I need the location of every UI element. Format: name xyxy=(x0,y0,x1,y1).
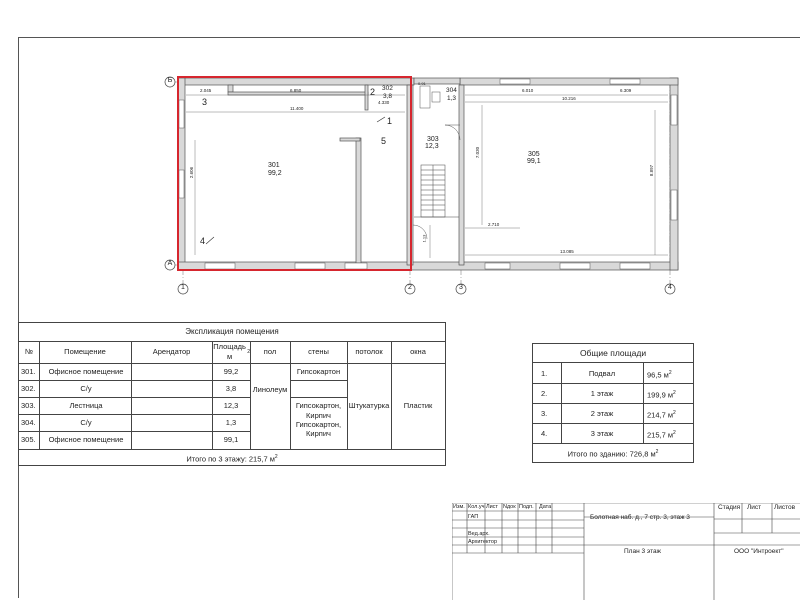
dimension-text: 0.91 xyxy=(418,81,426,86)
room-302-area: 3,8 xyxy=(383,93,393,100)
header-area-text: Площадь м xyxy=(213,342,246,361)
dimension-text: 10.216 xyxy=(562,96,576,101)
photo-marker-4: 4 xyxy=(200,236,206,246)
stamp-col-data: Дата xyxy=(539,504,552,510)
stamp-company: ООО "Интроект" xyxy=(734,548,784,555)
dimension-text: 6.010 xyxy=(522,88,534,93)
summary-value-text: 214,7 м xyxy=(647,410,674,420)
summary-value-sup: 2 xyxy=(673,410,676,416)
axis-label-a: А xyxy=(167,260,173,267)
row-room: Офисное помещение xyxy=(48,435,124,444)
row-area: 12,3 xyxy=(223,401,239,410)
row-room: Лестница xyxy=(69,401,103,410)
ceiling-finish: Штукатурка xyxy=(348,401,390,410)
summary-total-text: Итого по зданию: 726,8 м xyxy=(567,449,656,459)
walls-finish-1: Гипсокартон xyxy=(296,367,341,376)
row-room: Офисное помещение xyxy=(48,367,124,376)
stamp-col-podp: Подп. xyxy=(519,504,534,510)
explication-total-sup: 2 xyxy=(274,454,278,460)
axis-label-2: 2 xyxy=(408,284,412,291)
summary-row-num: 3. xyxy=(541,409,548,418)
summary-row-label: 2 этаж xyxy=(590,409,614,418)
row-area: 1,3 xyxy=(225,418,237,427)
room-304-number: 304 xyxy=(446,87,457,94)
stamp-list: Лист xyxy=(747,504,762,511)
summary-value-text: 215,7 м xyxy=(647,430,674,440)
photo-marker-2: 2 xyxy=(370,87,376,97)
photo-marker-5: 5 xyxy=(381,136,387,146)
room-301-area: 99,2 xyxy=(268,170,282,177)
stamp-address: Болотная наб. д., 7 стр. 3, этаж 3 xyxy=(590,514,690,521)
header-tenant: Арендатор xyxy=(152,347,191,356)
walls-finish-3: Кирпич xyxy=(306,411,331,420)
room-301-number: 301 xyxy=(268,162,280,169)
stamp-col-ndok: Nдок xyxy=(503,504,516,510)
summary-row-num: 1. xyxy=(541,369,548,378)
room-305-number: 305 xyxy=(528,151,540,158)
photo-marker-3: 3 xyxy=(202,97,208,107)
stamp-col-izm: Изм. xyxy=(453,504,465,510)
stamp-gap: ГАП xyxy=(468,514,479,520)
header-num: № xyxy=(24,347,34,356)
row-room: С/у xyxy=(80,384,92,393)
stamp-stage: Стадия xyxy=(718,504,741,511)
header-walls: стены xyxy=(308,347,329,356)
axis-label-4: 4 xyxy=(668,284,672,291)
dimension-text: 8.897 xyxy=(649,164,655,177)
room-303-area: 12,3 xyxy=(425,143,439,150)
stamp-listov: Листов xyxy=(774,504,796,511)
row-num: 305. xyxy=(21,435,36,444)
dimension-text: 11.400 xyxy=(290,106,304,111)
room-302-number: 302 xyxy=(382,85,393,92)
dimension-text: 2.710 xyxy=(488,222,500,227)
summary-title: Общие площади xyxy=(579,348,647,358)
row-num: 301. xyxy=(21,367,36,376)
stamp-arch: Архитектор xyxy=(468,539,498,545)
floor-finish: Линолеум xyxy=(252,385,288,394)
summary-row-label: 1 этаж xyxy=(590,389,614,398)
title-block xyxy=(452,503,800,600)
summary-row-num: 4. xyxy=(541,429,548,438)
room-305-area: 99,1 xyxy=(527,158,541,165)
dimension-text: 6.850 xyxy=(290,88,302,93)
dimension-text: 13.085 xyxy=(560,249,574,254)
summary-row-label: Подвал xyxy=(588,369,616,378)
header-area xyxy=(212,341,250,363)
row-area: 99,2 xyxy=(223,367,239,376)
header-area-sup: 2 xyxy=(247,349,250,355)
axis-label-1: 1 xyxy=(181,284,185,291)
summary-row-num: 2. xyxy=(541,389,548,398)
summary-value-sup: 2 xyxy=(668,370,672,376)
explication-total xyxy=(19,449,445,465)
stamp-sheet-name: План 3 этаж xyxy=(624,548,661,555)
dimension-text: 6.309 xyxy=(620,88,632,93)
stamp-col-kol: Кол.уч xyxy=(468,504,485,510)
room-303-number: 303 xyxy=(427,136,439,143)
summary-row-value xyxy=(647,364,672,383)
dimension-text: 2.045 xyxy=(200,88,212,93)
windows-finish: Пластик xyxy=(403,401,433,410)
explication-table xyxy=(18,322,446,466)
summary-row-value xyxy=(647,384,676,403)
row-num: 303. xyxy=(21,401,36,410)
row-area: 99,1 xyxy=(223,435,239,444)
summary-row-label: 3 этаж xyxy=(590,429,614,438)
summary-value-sup: 2 xyxy=(673,430,676,436)
header-floor: пол xyxy=(263,347,277,356)
summary-row-value xyxy=(647,404,676,423)
row-num: 304. xyxy=(21,418,36,427)
dimension-text: 2.606 xyxy=(189,166,195,179)
axis-label-3: 3 xyxy=(459,284,463,291)
dimension-text: 4.330 xyxy=(378,100,390,105)
photo-marker-1: 1 xyxy=(387,116,393,126)
walls-finish-5: Кирпич xyxy=(306,429,331,438)
row-num: 302. xyxy=(21,384,36,393)
stamp-col-list: Лист xyxy=(486,504,498,510)
summary-value-text: 199,9 м xyxy=(647,390,674,400)
summary-value-text: 96,5 м xyxy=(647,370,669,380)
walls-finish-2: Гипсокартон, xyxy=(295,401,342,410)
row-area: 3,8 xyxy=(225,384,237,393)
header-room: Помещение xyxy=(64,347,106,356)
dimension-text: 7.030 xyxy=(475,146,481,159)
header-windows: окна xyxy=(410,347,426,356)
walls-finish-4: Гипсокартон, xyxy=(295,420,342,429)
summary-value-sup: 2 xyxy=(673,390,676,396)
header-ceiling: потолок xyxy=(355,347,383,356)
row-room: С/у xyxy=(80,418,92,427)
summary-total-sup: 2 xyxy=(655,449,659,455)
explication-total-text: Итого по 3 этажу: 215,7 м xyxy=(186,454,275,464)
stamp-vedarh: Вед.арх. xyxy=(468,531,490,537)
axis-label-b: Б xyxy=(167,77,173,84)
summary-table xyxy=(532,343,694,463)
summary-row-value xyxy=(647,424,676,443)
dimension-text: 1.13 xyxy=(421,234,427,243)
room-304-area: 1,3 xyxy=(447,95,457,102)
explication-title: Экспликация помещения xyxy=(185,327,279,336)
summary-total xyxy=(533,443,693,461)
